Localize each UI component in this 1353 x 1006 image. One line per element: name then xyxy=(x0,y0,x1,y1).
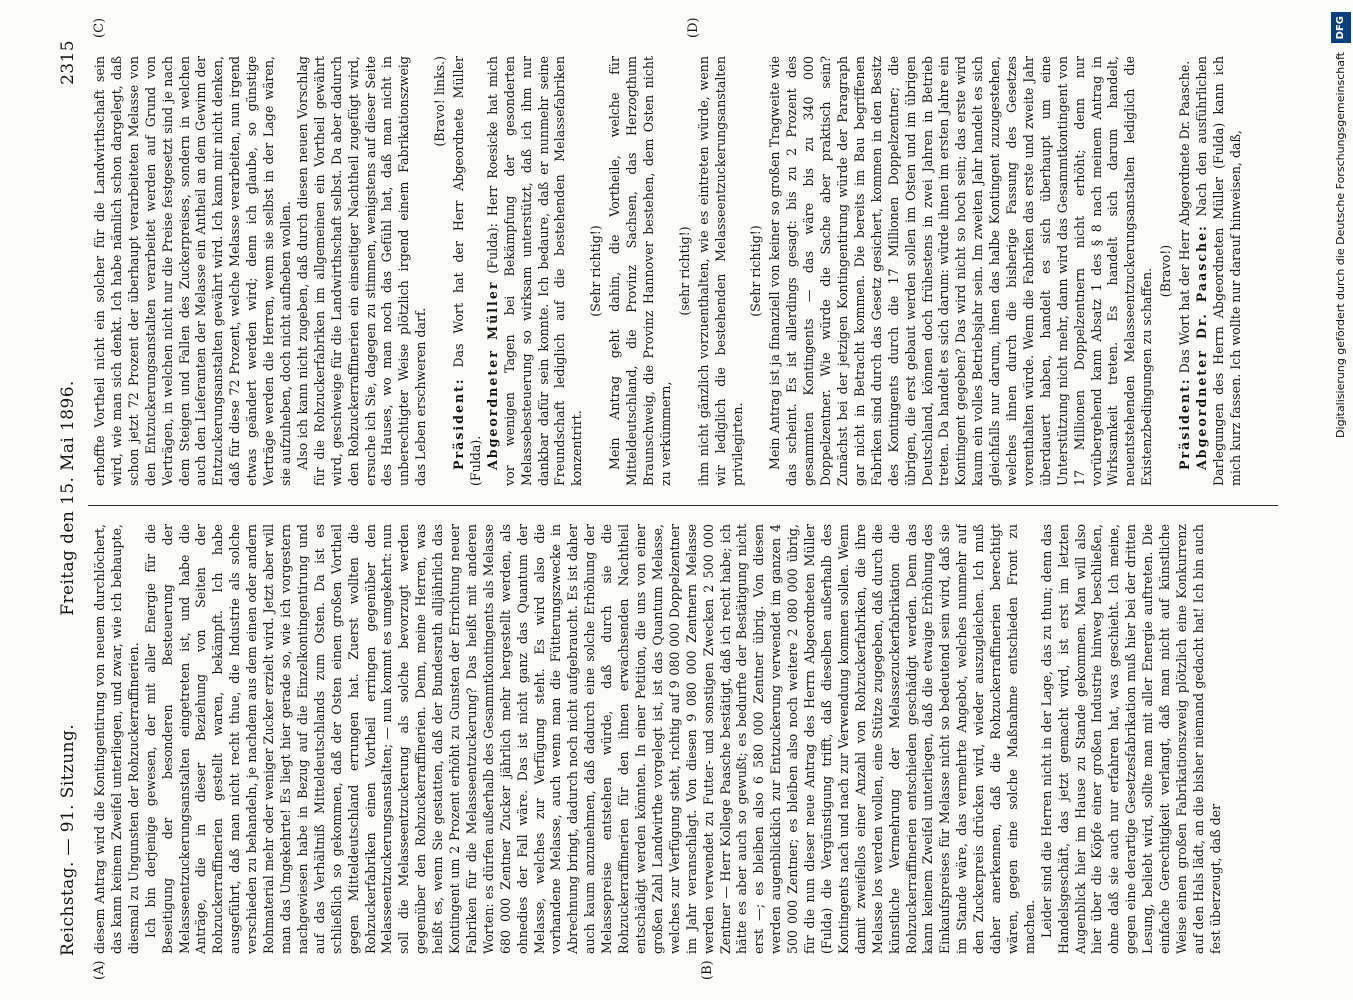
speaker-label: Präsident: xyxy=(1177,377,1193,470)
credit-text: Digitalisierung gefördert durch die Deutsche Forschungsgemeinschaft xyxy=(1334,52,1347,438)
paragraph: diesem Antrag wird die Kontingentirung von neuem durchlöchert, das kann keinem Zweifel unterliegen, und zwar, wie ich behaupte, diesmal zu Ungunsten der Rohzuckerraffinerien. xyxy=(92,524,141,954)
interjection: (Bravo!) xyxy=(1158,244,1174,298)
left-column xyxy=(92,524,1272,954)
margin-marker-b: (B) xyxy=(700,960,715,980)
speech-text: (Fulda): Herr Roesicke hat mich vor wenigen Tagen bei Bekämpfung der gesonderten Melassebesteuerung so wirksam unterstützt, daß ich ihm nur dankbar dafür sein konnte. Ich bedaure, daß er nunmehr seine Freundschaft lediglich auf die bestehenden Melassefabriken konzentrirt. xyxy=(484,56,585,486)
paragraph: erhoffte Vortheil nicht ein solcher für die Landwirthschaft sein wird, wie man sich denkt. Ich habe nämlich schon dargelegt, daß schon jetzt 72 Prozent der überhaupt verarbeiteten Melasse von den Entzuckerungsanstalten verarbeitet werden auf Grund von Verträgen, in welchen nicht nur die Preise festgesetzt sind je nach dem Steigen und Fallen des Zuckerpreises, sondern in welchen auch den Lieferanten der Melasse ein Antheil an dem Gewinn der Entzuckerungsanstalten gewährt wird. Ich kann mir nicht denken, daß für diese 72 Prozent, welche Melasse verarbeiten, nun irgend etwas geändert werden wird; denn ich glaube, so günstige Verträge werden die Herren, wenn sie selbst in der Lage wären, sie aufzuheben, doch nicht aufheben wollen. xyxy=(92,56,293,486)
interjection: (sehr richtig!) xyxy=(676,226,692,316)
paragraph: Ich bin derjenige gewesen, der mit aller Energie für die Beseitigung der besonderen Besteuerung der Melasseentzuckerungsanstalten eingetreten ist, und habe die Anträge, die in dieser Beziehung von Seiten der Rohzuckerraffinerien gestellt waren, bekämpft. Ich habe ausgeführt, daß man nicht recht thue, die Industrie als solche verschieden zu behandeln, je nachdem aus dem einen oder andern Rohmaterial mehr oder weniger Zucker erzielt wird. Jetzt aber will man das Umgekehrte! Es liegt hier gerade so, wie ich vorgestern nachgewiesen habe in Bezug auf die Einzelkontingentirung und auf das Verhältniß Mitteldeutschlands zum Osten. Da ist es schließlich so gekommen, daß der Osten einen großen Vortheil gegen Mitteldeutschland errungen hat. Zuerst wollten die Rohzuckerfabriken einen Vortheil erringen gegenüber den Melasseentzuckerungsanstalten; — nun kommt es umgekehrt: nun soll die Melasseentzuckerung als solche bevorzugt werden gegenüber den Rohzuckerraffinerien. Denn, meine Herren, was heißt es, wenn Sie gestatten, daß der Bundesrath alljährlich das Kontingent um 2 Prozent erhöht zu Gunsten der Errichtung neuer Fabriken für die Melasseentzuckerung? Das heißt mit anderen Worten: es dürfen außerhalb des Gesammtkontingents als Melasse 680 000 Zentner Zucker jährlich mehr hergestellt werden, als ohnedies der Fall wäre. Das ist nicht ganz das Quantum der Melasse, welches zur Verfügung steht. Es wird also die vorhandene Melasse, auch wenn man die Fütterungszwecke in Abrechnung bringt, dadurch noch nicht aufgebraucht. Es ist daher auch kaum anzunehmen, daß dadurch eine solche Erhöhung der Melassepreise entstehen würde, daß durch sie die Rohzuckerraffinerien für den ihnen erwachsenden Nachtheil entschädigt werden könnten. In einer Petition, die uns von einer großen Zahl Landwirthe vorgelegt ist, ist das Quantum Melasse, welches zur Verfügung steht, richtig auf 9 080 000 Doppelzentner im Jahr veranschlagt. Von diesen 9 080 000 Zentnern Melasse werden verwendet zu Futter- und sonstigen Zwecken 2 500 000 Zentner — Herr Kollege Paasche bestätigt, daß ich recht habe; ich hätte es aber auch so gewußt; es bedurfte der Bestätigung nicht erst —; es bleiben also 6 580 000 Zentner übrig. Von diesen werden augenblicklich zur Entzuckerung verwendet im ganzen 4 500 000 Zentner; es bleiben also noch weitere 2 080 000 übrig, für die nun dieser neue Antrag des Herrn Abgeordneten Müller (Fulda) die Vergünstigung trifft, daß dieselben außerhalb des Kontingents nach und nach zur Verwendung kommen sollen. Wenn damit zweifellos einer Anzahl von Rohzuckerfabriken, die ihre Melasse los werden wollen, eine Stütze zugegeben, daß durch die künstliche Vermehrung der Melassezuckerfabrikation die Rohzuckerraffinerien entschieden geschädigt werden. Denn das kann keinem Zweifel unterliegen, daß die etwaige Erhöhung des Einkaufspreises für Melasse nicht so bedeutend sein wird, daß sie im Stande wäre, das vermehrte Angebot, welches nunmehr auf den Zuckerpreis drücken wird, wieder auszugleichen. Ich muß daher anerkennen, daß die Rohzuckerraffinerien berechtigt wären, gegen eine solche Maßnahme entschieden Front zu machen. xyxy=(142,524,1037,954)
margin-marker-c: (C) xyxy=(92,17,107,38)
speaker-label: Präsident: xyxy=(451,377,467,470)
paragraph: Also ich kann nicht zugeben, daß durch diesen neuen Vorschlag für die Rohzuckerfabriken im allgemeinen ein Vortheil gewährt wird, geschweige für die Landwirthschaft selbst. Da aber dadurch den Rohzuckerraffinerien ein einseitiger Nachtheil zugefügt wird, ersuche ich Sie, dagegen zu stimmen, wenigstens auf dieser Seite des Hauses, wo man noch das Gefühl hat, daß man nicht in unberechtigter Weise plötzlich irgend einem Fabrikationszweig das Leben erschweren darf. xyxy=(294,56,429,486)
margin-marker-a: (A) xyxy=(92,960,107,980)
speaker-paragraph xyxy=(1177,56,1194,486)
header-session: Reichstag. — 91. Sitzung. xyxy=(58,723,78,956)
speech-text: Das Wort hat der Herr Abgeordnete Dr. Paasche. xyxy=(1177,60,1193,374)
speaker-label: Abgeordneter Dr. Paasche: xyxy=(1194,224,1209,470)
speaker-paragraph xyxy=(1194,56,1245,486)
column-divider xyxy=(88,505,1278,506)
interjection: (Sehr richtig!) xyxy=(588,225,604,317)
speaker-paragraph xyxy=(485,56,586,486)
speech-text: Das Wort hat der Herr Abgeordnete Müller (Fulda). xyxy=(451,56,483,486)
paragraph: Leider sind die Herren nicht in der Lage, das zu thun; denn das Handelsgeschäft, das jetzt gemacht wird, ist erst im letzten Augenblick hier im Hause zu Stande gekommen. Man will also hier über die Köpfe einer großen Industrie hinweg beschließen, ohne daß sie auch nur erfahren hat, was geschieht. Ich meine, gegen eine derartige Gesetzesfabrikation muß hier bei der dritten Lesung, beliebt wird, sollte man mit aller Energie auftreten. Die einfache Gerechtigkeit verlangt, daß man nicht auf künstliche Weise einen großen Fabrikationszweig plötzlich eine Konkurrenz auf den Hals lädt, an die bisher niemand gedacht hat! Ich bin auch fest überzeugt, daß der xyxy=(1038,524,1223,954)
header-page-number: 2315 xyxy=(58,40,78,85)
digitization-credit xyxy=(1334,6,1348,1006)
running-header xyxy=(58,40,84,956)
speaker-label: Abgeordneter Müller xyxy=(484,280,500,470)
paragraph: Mein Antrag ist ja finanziell von keiner so großen Tragweite wie das scheint. Es ist allerdings gesagt: bis zu 2 Prozent des gesammten Kontingents — das wäre bis zu 340 000 Doppelzentner. Wie würde die Sache aber praktisch sein? Zunächst bei der jetzigen Kontingentirung würde der Paragraph gar nicht in Betracht kommen. Die bereits im Bau begriffenen Fabriken sind durch das Gesetz gesichert, kommen in den Besitz des Kontingents durch die 17 Millionen Doppelzentner; die übrigen, die erst gebaut werden sollen im Osten und im übrigen Deutschland, können doch frühestens in zwei Jahren in Betrieb treten. Da handelt es sich darum: würde ihnen im ersten Jahre ein Kontingent gegeben? Das wird nicht so hoch sein; das erste wird kaum ein volles Betriebsjahr sein. Im zweiten Jahr handelt es sich gleichfalls nur darum, ihnen das halbe Kontingent zuzugestehen, welches ihnen durch die bisherige Fassung des Gesetzes vorenthalten würde. Wenn die Fabriken das erste und zweite Jahr überdauert haben, handelt es sich überhaupt um eine Unterstützung nicht mehr, dann wird das Gesammtkontingent von 17 Millionen Doppelzentnern nicht erhöht; denn nur vorübergehend kann Absatz 1 des § 8 nach meinem Antrag in Wirksamkeit treten. Es handelt sich darum handelt, neuentstehenden Melasseentzuckerungsanstalten lediglich die Existenzbedingungen zu schaffen. xyxy=(767,56,1155,486)
dfg-logo: DFG xyxy=(1331,12,1351,43)
speaker-paragraph xyxy=(451,56,485,486)
right-column xyxy=(92,56,1272,486)
interjection: (Sehr richtig!) xyxy=(748,225,764,317)
header-date: Freitag den 15. Mai 1896. xyxy=(58,380,78,616)
paragraph: Mein Antrag geht dahin, die Vortheile, welche für Mitteldeutschland, die Provinz Sachsen, das Herzogthum Braunschweig, die Provinz Hannover bestehen, dem Osten nicht zu verkümmern, xyxy=(607,56,673,486)
interjection: (Bravo! links.) xyxy=(432,56,448,147)
paragraph: ihm nicht gänzlich vorzuenthalten, wie es eintreten würde, wenn wir lediglich die bestehenden Melasseentzuckerungsanstalten privilegirten. xyxy=(695,56,745,486)
margin-marker-d: (D) xyxy=(686,17,701,38)
rotated-newspaper-sheet xyxy=(16,0,1308,1000)
speech-text: Nach den ausführlichen Darlegungen des Herrn Abgeordneten Müller (Fulda) kann ich mich kurz fassen. Ich wollte nur darauf hinweisen, daß, xyxy=(1194,56,1243,486)
